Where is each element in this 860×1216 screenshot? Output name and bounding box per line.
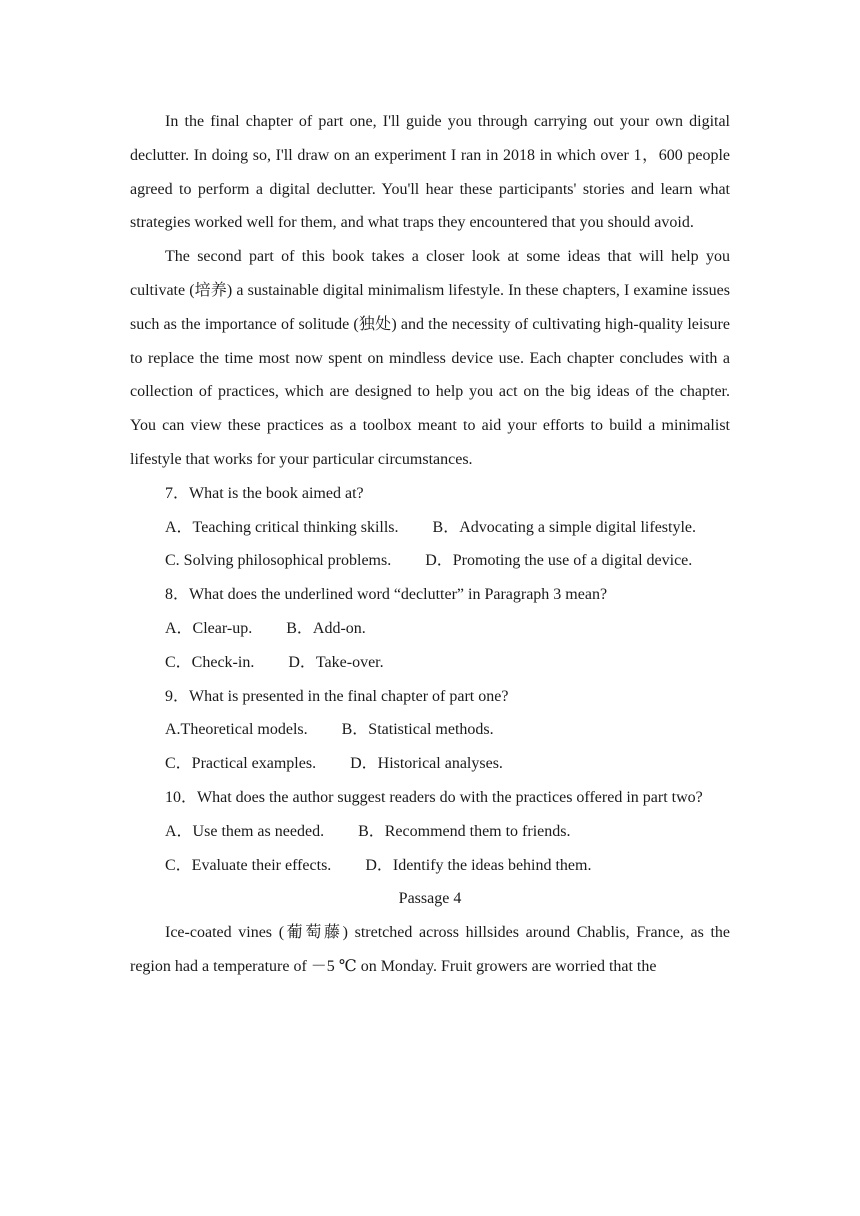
option-9d[interactable]: D．Historical analyses.: [350, 755, 503, 773]
option-9c[interactable]: C．Practical examples.: [165, 755, 317, 773]
question-9-options-row-1: [130, 713, 730, 747]
paragraph-final-chapter: In the final chapter of part one, I'll guide you through carrying out your own digital declutter. In doing so, I'll draw on an experiment I ran in 2018 in which over 1，600 people agreed to perform a digital declutter. You'll hear these participants' stories and learn what strategies worked well for them, and what traps they encountered that you should avoid.: [130, 113, 730, 232]
option-9b[interactable]: B．Statistical methods.: [341, 721, 494, 739]
option-7b[interactable]: B．Advocating a simple digital lifestyle.: [432, 518, 697, 536]
option-8b[interactable]: B．Add-on.: [286, 619, 366, 637]
option-7d[interactable]: D．Promoting the use of a digital device.: [425, 552, 693, 570]
option-10d[interactable]: D．Identify the ideas behind them.: [365, 856, 592, 874]
option-10c[interactable]: C．Evaluate their effects.: [165, 856, 332, 874]
question-9-stem: 9．What is presented in the final chapter of part one?: [165, 687, 509, 705]
question-8-stem: 8．What does the underlined word “declutter” in Paragraph 3 mean?: [165, 586, 608, 604]
option-8c[interactable]: C．Check-in.: [165, 653, 255, 671]
question-10-stem: 10．What does the author suggest readers do with the practices offered in part two?: [165, 788, 703, 806]
question-8-options-row-2: [130, 646, 730, 680]
option-7c[interactable]: C. Solving philosophical problems.: [165, 552, 392, 570]
passage-title: Passage 4: [398, 890, 462, 908]
document-page: [130, 105, 730, 984]
question-10-options-row-2: [130, 849, 730, 883]
question-7-stem: 7．What is the book aimed at?: [165, 484, 364, 502]
question-10-options-row-1: [130, 815, 730, 849]
option-7a[interactable]: A．Teaching critical thinking skills.: [165, 518, 399, 536]
option-9a[interactable]: A.Theoretical models.: [165, 721, 308, 739]
question-7-options-row-2: [130, 544, 730, 578]
paragraph-second-part: The second part of this book takes a closer look at some ideas that will help you cultivate (培养) a sustainable digital minimalism lifestyle. In these chapters, I examine issues such as the importance of solitude (独处) and the necessity of cultivating high-quality leisure to replace the time most now spent on mindless device use. Each chapter concludes with a collection of practices, which are designed to help you act on the big ideas of the chapter. You can view these practices as a toolbox meant to aid your efforts to build a minimalist lifestyle that works for your particular circumstances.: [130, 248, 730, 468]
question-7-options-row-1: [130, 511, 730, 545]
option-10a[interactable]: A．Use them as needed.: [165, 822, 325, 840]
passage-4-paragraph: Ice-coated vines (葡萄藤) stretched across hillsides around Chablis, France, as the region had a temperature of －5 ℃ on Monday. Fruit growers are worried that the: [130, 924, 730, 975]
question-9-options-row-2: [130, 747, 730, 781]
option-8d[interactable]: D．Take-over.: [288, 653, 384, 671]
option-10b[interactable]: B．Recommend them to friends.: [358, 822, 571, 840]
option-8a[interactable]: A．Clear-up.: [165, 619, 253, 637]
question-8-options-row-1: [130, 612, 730, 646]
